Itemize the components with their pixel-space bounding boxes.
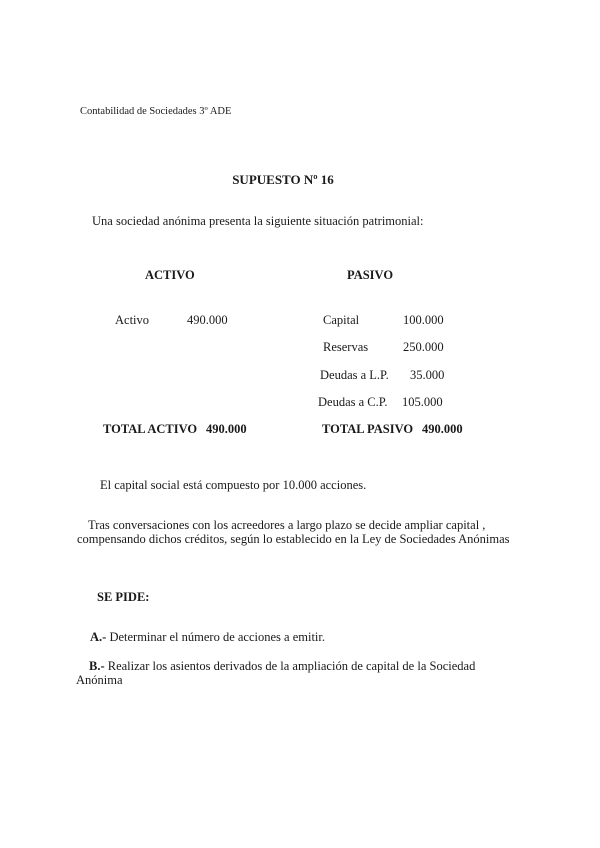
- pasivo-row-label: Capital: [323, 313, 360, 327]
- activo-row-label: Activo: [115, 313, 150, 327]
- total-activo-value: 490.000: [206, 422, 247, 436]
- paragraph-line-1: Tras conversaciones con los acreedores a largo plazo se decide ampliar capital ,: [88, 518, 486, 532]
- document-header: Contabilidad de Sociedades 3º ADE: [80, 106, 232, 117]
- item-a-text: Determinar el número de acciones a emitir.: [109, 630, 325, 644]
- intro-text: Una sociedad anónima presenta la siguiente situación patrimonial:: [92, 214, 424, 228]
- pasivo-row-label: Deudas a L.P.: [320, 368, 389, 382]
- capital-note: El capital social está compuesto por 10.000 acciones.: [100, 478, 367, 492]
- total-activo-label: TOTAL ACTIVO: [103, 422, 198, 436]
- pasivo-row-value: 100.000: [403, 313, 444, 327]
- paragraph-line-2: compensando dichos créditos, según lo establecido en la Ley de Sociedades Anónimas: [77, 532, 510, 546]
- pasivo-heading: PASIVO: [347, 268, 394, 282]
- pasivo-row-label: Deudas a C.P.: [318, 395, 388, 409]
- pasivo-row-value: 105.000: [402, 395, 443, 409]
- pasivo-row-value: 35.000: [410, 368, 445, 382]
- item-a-label: A.-: [90, 630, 107, 644]
- pasivo-row-value: 250.000: [403, 340, 444, 354]
- item-b-label: B.-: [89, 659, 105, 673]
- se-pide-heading: SE PIDE:: [97, 590, 150, 604]
- total-pasivo-label: TOTAL PASIVO: [322, 422, 414, 436]
- item-a: [90, 630, 325, 645]
- total-pasivo-value: 490.000: [422, 422, 463, 436]
- page-title: SUPUESTO Nº 16: [232, 172, 334, 187]
- pasivo-row-label: Reservas: [323, 340, 369, 354]
- item-b-text: Realizar los asientos derivados de la ampliación de capital de la Sociedad Anónima: [76, 659, 476, 687]
- activo-row-value: 490.000: [187, 313, 228, 327]
- activo-heading: ACTIVO: [145, 268, 195, 282]
- item-b: [76, 659, 516, 687]
